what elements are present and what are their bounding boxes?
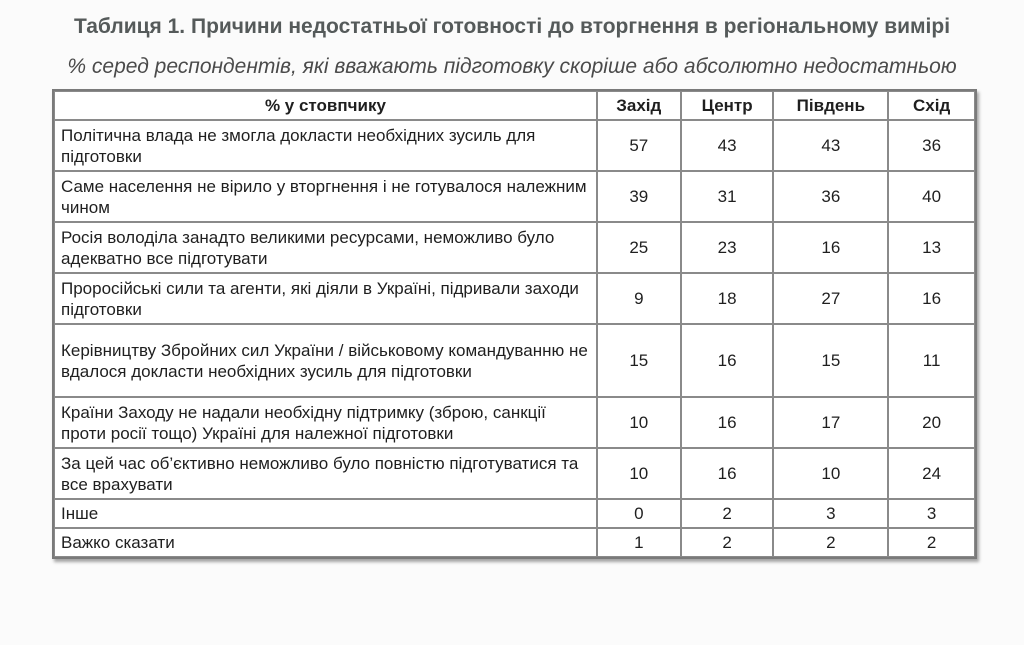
- cell-east: 24: [888, 448, 975, 499]
- table-row: [54, 222, 975, 273]
- cell-west: 25: [597, 222, 681, 273]
- cell-center: 43: [681, 120, 774, 171]
- table-row: [54, 324, 975, 397]
- table-row: [54, 397, 975, 448]
- header-cell-south: Південь: [773, 91, 888, 120]
- cell-south: 3: [773, 499, 888, 528]
- cell-south: 15: [773, 324, 888, 397]
- header-cell-center: Центр: [681, 91, 774, 120]
- regional-readiness-table: [52, 89, 977, 559]
- table-row: [54, 499, 975, 528]
- cell-east: 3: [888, 499, 975, 528]
- row-label: Важко сказати: [54, 528, 597, 557]
- table-row: [54, 528, 975, 557]
- table-row: [54, 448, 975, 499]
- row-label: Інше: [54, 499, 597, 528]
- table-title: Таблиця 1. Причини недостатньої готовності до вторгнення в регіональному вимірі: [73, 15, 951, 38]
- header-cell-east: Схід: [888, 91, 975, 120]
- cell-south: 10: [773, 448, 888, 499]
- cell-west: 9: [597, 273, 681, 324]
- cell-south: 17: [773, 397, 888, 448]
- row-label: Країни Заходу не надали необхідну підтримку (зброю, санкції проти росії тощо) Україні для належної підготовки: [54, 397, 597, 448]
- header-row: [54, 91, 975, 120]
- cell-center: 16: [681, 397, 774, 448]
- cell-center: 16: [681, 448, 774, 499]
- cell-east: 16: [888, 273, 975, 324]
- cell-east: 20: [888, 397, 975, 448]
- row-label: Політична влада не змогла докласти необхідних зусиль для підготовки: [54, 120, 597, 171]
- cell-east: 40: [888, 171, 975, 222]
- cell-center: 16: [681, 324, 774, 397]
- cell-center: 18: [681, 273, 774, 324]
- header-cell-percent: % у стовпчику: [54, 91, 597, 120]
- cell-south: 2: [773, 528, 888, 557]
- cell-center: 31: [681, 171, 774, 222]
- cell-west: 1: [597, 528, 681, 557]
- row-label: За цей час об’єктивно неможливо було повністю підготуватися та все врахувати: [54, 448, 597, 499]
- cell-south: 27: [773, 273, 888, 324]
- cell-east: 2: [888, 528, 975, 557]
- cell-south: 16: [773, 222, 888, 273]
- cell-west: 39: [597, 171, 681, 222]
- cell-center: 23: [681, 222, 774, 273]
- header-cell-west: Захід: [597, 91, 681, 120]
- cell-west: 10: [597, 397, 681, 448]
- table-row: [54, 171, 975, 222]
- cell-south: 36: [773, 171, 888, 222]
- cell-west: 10: [597, 448, 681, 499]
- cell-center: 2: [681, 528, 774, 557]
- row-label: Саме населення не вірило у вторгнення і не готувалося належним чином: [54, 171, 597, 222]
- cell-west: 15: [597, 324, 681, 397]
- cell-west: 0: [597, 499, 681, 528]
- table-row: [54, 273, 975, 324]
- table-subtitle: % серед респондентів, які вважають підготовку скоріше або абсолютно недостатньою: [67, 55, 957, 78]
- row-label: Росія володіла занадто великими ресурсами, неможливо було адекватно все підготувати: [54, 222, 597, 273]
- cell-center: 2: [681, 499, 774, 528]
- cell-east: 36: [888, 120, 975, 171]
- row-label: Керівництву Збройних сил України / військовому командуванню не вдалося докласти необхідних зусиль для підготовки: [54, 324, 597, 397]
- cell-east: 13: [888, 222, 975, 273]
- cell-south: 43: [773, 120, 888, 171]
- cell-west: 57: [597, 120, 681, 171]
- row-label: Проросійські сили та агенти, які діяли в Україні, підривали заходи підготовки: [54, 273, 597, 324]
- cell-east: 11: [888, 324, 975, 397]
- table-row: [54, 120, 975, 171]
